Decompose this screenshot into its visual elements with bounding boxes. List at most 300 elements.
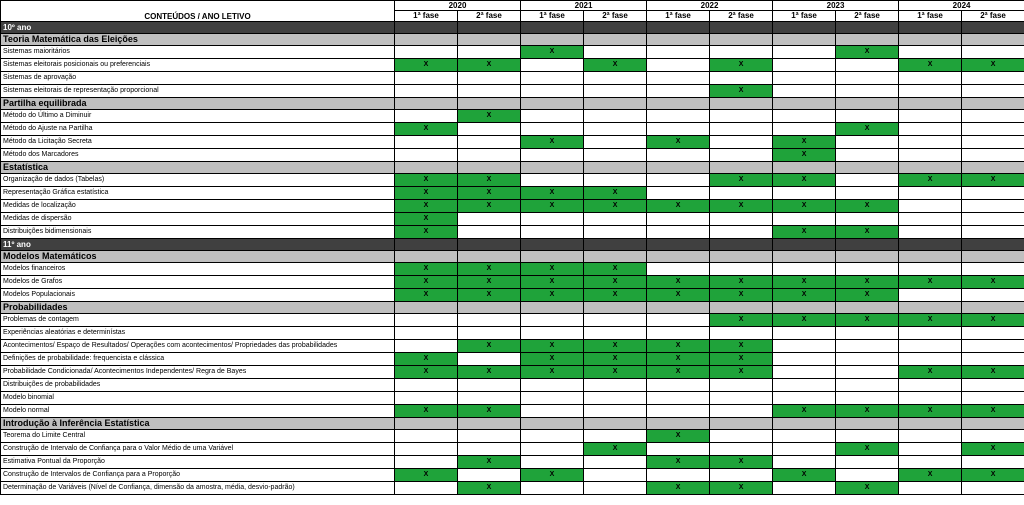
marked-cell: X — [899, 469, 962, 482]
marked-cell: X — [521, 469, 584, 482]
table-row — [1, 72, 1024, 85]
empty-cell — [773, 392, 836, 405]
empty-cell — [521, 59, 584, 72]
marked-cell: X — [773, 289, 836, 302]
marked-cell: X — [710, 85, 773, 98]
content-label: Estimativa Pontual da Proporção — [1, 456, 395, 469]
empty-cell — [962, 136, 1024, 149]
table-row — [1, 289, 1024, 302]
empty-cell — [773, 110, 836, 123]
empty-cell — [710, 46, 773, 59]
empty-cell — [521, 379, 584, 392]
section-filler — [584, 302, 647, 314]
content-label: Teorema do Limite Central — [1, 430, 395, 443]
empty-cell — [962, 149, 1024, 162]
empty-cell — [773, 213, 836, 226]
empty-cell — [773, 72, 836, 85]
school-year-filler — [773, 22, 836, 34]
section-filler — [710, 34, 773, 46]
year-header-2023: 2023 — [773, 1, 899, 11]
empty-cell — [395, 340, 458, 353]
empty-cell — [458, 226, 521, 239]
empty-cell — [710, 123, 773, 136]
section-filler — [899, 302, 962, 314]
section-filler — [773, 251, 836, 263]
empty-cell — [584, 392, 647, 405]
marked-cell: X — [395, 263, 458, 276]
section-filler — [584, 418, 647, 430]
empty-cell — [962, 123, 1024, 136]
marked-cell: X — [458, 456, 521, 469]
empty-cell — [836, 136, 899, 149]
table-header — [1, 1, 1024, 22]
marked-cell: X — [458, 174, 521, 187]
empty-cell — [584, 379, 647, 392]
empty-cell — [395, 443, 458, 456]
section-filler — [584, 34, 647, 46]
empty-cell — [395, 46, 458, 59]
marked-cell: X — [584, 59, 647, 72]
school-year-row — [1, 22, 1024, 34]
empty-cell — [521, 482, 584, 495]
empty-cell — [836, 456, 899, 469]
section-filler — [521, 162, 584, 174]
empty-cell — [647, 469, 710, 482]
empty-cell — [584, 405, 647, 418]
content-label: Definições de probabilidade: frequencista e clássica — [1, 353, 395, 366]
table-row — [1, 443, 1024, 456]
table-row — [1, 430, 1024, 443]
content-label: Modelo binomial — [1, 392, 395, 405]
empty-cell — [647, 405, 710, 418]
section-filler — [710, 418, 773, 430]
phase-header-2023-2: 2ª fase — [836, 11, 899, 22]
school-year-filler — [962, 22, 1024, 34]
marked-cell: X — [458, 263, 521, 276]
empty-cell — [647, 72, 710, 85]
marked-cell: X — [773, 469, 836, 482]
empty-cell — [899, 443, 962, 456]
marked-cell: X — [521, 187, 584, 200]
section-filler — [836, 98, 899, 110]
year-header-row — [1, 1, 1024, 11]
marked-cell: X — [521, 136, 584, 149]
school-year-filler — [773, 239, 836, 251]
marked-cell: X — [710, 59, 773, 72]
marked-cell: X — [458, 366, 521, 379]
table-row — [1, 110, 1024, 123]
phase-header-2024-2: 2ª fase — [962, 11, 1024, 22]
section-title: Teoria Matemática das Eleições — [1, 34, 395, 46]
section-filler — [710, 302, 773, 314]
section-title: Introdução à Inferência Estatística — [1, 418, 395, 430]
empty-cell — [647, 379, 710, 392]
empty-cell — [836, 110, 899, 123]
empty-cell — [647, 187, 710, 200]
school-year-filler — [584, 239, 647, 251]
empty-cell — [710, 263, 773, 276]
empty-cell — [836, 174, 899, 187]
empty-cell — [647, 213, 710, 226]
section-filler — [773, 302, 836, 314]
marked-cell: X — [521, 200, 584, 213]
table-row — [1, 59, 1024, 72]
section-title: Probabilidades — [1, 302, 395, 314]
section-filler — [710, 98, 773, 110]
marked-cell: X — [395, 200, 458, 213]
marked-cell: X — [773, 405, 836, 418]
empty-cell — [584, 469, 647, 482]
marked-cell: X — [836, 123, 899, 136]
empty-cell — [647, 123, 710, 136]
empty-cell — [962, 482, 1024, 495]
section-filler — [395, 34, 458, 46]
table-row — [1, 379, 1024, 392]
section-filler — [899, 251, 962, 263]
empty-cell — [962, 72, 1024, 85]
table-row — [1, 366, 1024, 379]
empty-cell — [962, 46, 1024, 59]
school-year-filler — [395, 22, 458, 34]
section-filler — [458, 98, 521, 110]
empty-cell — [773, 366, 836, 379]
empty-cell — [836, 85, 899, 98]
table-row — [1, 85, 1024, 98]
empty-cell — [962, 200, 1024, 213]
empty-cell — [836, 187, 899, 200]
marked-cell: X — [710, 366, 773, 379]
marked-cell: X — [584, 443, 647, 456]
empty-cell — [395, 456, 458, 469]
marked-cell: X — [647, 289, 710, 302]
school-year-filler — [395, 239, 458, 251]
empty-cell — [521, 72, 584, 85]
marked-cell: X — [647, 200, 710, 213]
school-year-filler — [647, 22, 710, 34]
empty-cell — [584, 213, 647, 226]
section-filler — [395, 98, 458, 110]
marked-cell: X — [899, 366, 962, 379]
content-label: Construção de Intervalos de Confiança para a Proporção — [1, 469, 395, 482]
section-filler — [458, 162, 521, 174]
table-row — [1, 353, 1024, 366]
empty-cell — [584, 430, 647, 443]
marked-cell: X — [395, 469, 458, 482]
empty-cell — [899, 430, 962, 443]
empty-cell — [521, 456, 584, 469]
section-filler — [773, 98, 836, 110]
empty-cell — [395, 149, 458, 162]
marked-cell: X — [458, 482, 521, 495]
empty-cell — [458, 72, 521, 85]
marked-cell: X — [584, 353, 647, 366]
marked-cell: X — [899, 314, 962, 327]
section-filler — [521, 34, 584, 46]
empty-cell — [836, 392, 899, 405]
section-filler — [458, 418, 521, 430]
empty-cell — [710, 469, 773, 482]
table-row — [1, 392, 1024, 405]
table-row — [1, 149, 1024, 162]
phase-header-2021-1: 1ª fase — [521, 11, 584, 22]
section-filler — [962, 302, 1024, 314]
marked-cell: X — [395, 366, 458, 379]
school-year-filler — [962, 239, 1024, 251]
empty-cell — [836, 340, 899, 353]
content-label: Modelos de Grafos — [1, 276, 395, 289]
section-row — [1, 251, 1024, 263]
section-filler — [395, 251, 458, 263]
table-row — [1, 276, 1024, 289]
empty-cell — [710, 379, 773, 392]
empty-cell — [899, 123, 962, 136]
marked-cell: X — [458, 289, 521, 302]
empty-cell — [899, 110, 962, 123]
empty-cell — [773, 379, 836, 392]
empty-cell — [899, 379, 962, 392]
marked-cell: X — [647, 136, 710, 149]
school-year-label: 10º ano — [1, 22, 395, 34]
marked-cell: X — [836, 405, 899, 418]
marked-cell: X — [647, 340, 710, 353]
table-row — [1, 174, 1024, 187]
section-filler — [710, 162, 773, 174]
marked-cell: X — [836, 289, 899, 302]
school-year-filler — [584, 22, 647, 34]
empty-cell — [899, 46, 962, 59]
content-label: Distribuições de probabilidades — [1, 379, 395, 392]
marked-cell: X — [395, 405, 458, 418]
empty-cell — [836, 149, 899, 162]
empty-cell — [836, 430, 899, 443]
marked-cell: X — [773, 226, 836, 239]
empty-cell — [899, 136, 962, 149]
empty-cell — [458, 327, 521, 340]
empty-cell — [584, 136, 647, 149]
empty-cell — [836, 327, 899, 340]
empty-cell — [395, 85, 458, 98]
empty-cell — [773, 456, 836, 469]
section-filler — [836, 418, 899, 430]
empty-cell — [962, 392, 1024, 405]
empty-cell — [773, 123, 836, 136]
empty-cell — [710, 430, 773, 443]
empty-cell — [647, 59, 710, 72]
content-label: Sistemas eleitorais posicionais ou preferenciais — [1, 59, 395, 72]
empty-cell — [395, 110, 458, 123]
marked-cell: X — [710, 353, 773, 366]
empty-cell — [962, 340, 1024, 353]
marked-cell: X — [836, 443, 899, 456]
section-filler — [899, 418, 962, 430]
content-label: Método do Último a Diminuir — [1, 110, 395, 123]
empty-cell — [836, 213, 899, 226]
table-row — [1, 482, 1024, 495]
marked-cell: X — [962, 405, 1024, 418]
empty-cell — [647, 110, 710, 123]
empty-cell — [584, 456, 647, 469]
content-label: Distribuições bidimensionais — [1, 226, 395, 239]
marked-cell: X — [647, 430, 710, 443]
content-label: Experiências aleatórias e determinístas — [1, 327, 395, 340]
year-header-2024: 2024 — [899, 1, 1024, 11]
content-label: Probabilidade Condicionada/ Acontecimentos Independentes/ Regra de Bayes — [1, 366, 395, 379]
empty-cell — [521, 226, 584, 239]
empty-cell — [521, 314, 584, 327]
empty-cell — [899, 187, 962, 200]
marked-cell: X — [647, 276, 710, 289]
empty-cell — [710, 72, 773, 85]
marked-cell: X — [395, 276, 458, 289]
marked-cell: X — [458, 405, 521, 418]
empty-cell — [647, 174, 710, 187]
empty-cell — [836, 59, 899, 72]
section-filler — [521, 418, 584, 430]
empty-cell — [899, 289, 962, 302]
empty-cell — [647, 327, 710, 340]
section-row — [1, 418, 1024, 430]
content-label: Método dos Marcadores — [1, 149, 395, 162]
marked-cell: X — [710, 174, 773, 187]
marked-cell: X — [521, 46, 584, 59]
content-label: Modelos financeiros — [1, 263, 395, 276]
empty-cell — [647, 149, 710, 162]
phase-header-2020-2: 2ª fase — [458, 11, 521, 22]
section-filler — [962, 162, 1024, 174]
marked-cell: X — [836, 314, 899, 327]
empty-cell — [899, 340, 962, 353]
empty-cell — [521, 213, 584, 226]
section-filler — [647, 418, 710, 430]
section-filler — [458, 302, 521, 314]
marked-cell: X — [458, 110, 521, 123]
empty-cell — [521, 430, 584, 443]
marked-cell: X — [836, 200, 899, 213]
empty-cell — [584, 72, 647, 85]
content-label: Método do Ajuste na Partilha — [1, 123, 395, 136]
marked-cell: X — [521, 289, 584, 302]
empty-cell — [962, 379, 1024, 392]
year-header-2022: 2022 — [647, 1, 773, 11]
section-filler — [647, 251, 710, 263]
empty-cell — [773, 46, 836, 59]
empty-cell — [899, 353, 962, 366]
empty-cell — [710, 392, 773, 405]
empty-cell — [395, 482, 458, 495]
marked-cell: X — [647, 353, 710, 366]
empty-cell — [584, 327, 647, 340]
empty-cell — [836, 353, 899, 366]
marked-cell: X — [710, 340, 773, 353]
empty-cell — [899, 263, 962, 276]
section-filler — [647, 162, 710, 174]
table-row — [1, 469, 1024, 482]
empty-cell — [899, 72, 962, 85]
marked-cell: X — [962, 443, 1024, 456]
empty-cell — [773, 340, 836, 353]
marked-cell: X — [521, 276, 584, 289]
marked-cell: X — [521, 263, 584, 276]
school-year-filler — [521, 22, 584, 34]
marked-cell: X — [710, 482, 773, 495]
marked-cell: X — [584, 340, 647, 353]
marked-cell: X — [899, 276, 962, 289]
empty-cell — [710, 405, 773, 418]
section-row — [1, 34, 1024, 46]
marked-cell: X — [836, 276, 899, 289]
empty-cell — [395, 72, 458, 85]
empty-cell — [836, 469, 899, 482]
empty-cell — [773, 443, 836, 456]
table-row — [1, 226, 1024, 239]
section-filler — [962, 418, 1024, 430]
table-row — [1, 136, 1024, 149]
section-filler — [521, 251, 584, 263]
empty-cell — [710, 136, 773, 149]
empty-cell — [584, 123, 647, 136]
content-label: Problemas de contagem — [1, 314, 395, 327]
empty-cell — [899, 392, 962, 405]
section-filler — [773, 418, 836, 430]
marked-cell: X — [458, 340, 521, 353]
table-title: CONTEÚDOS / ANO LETIVO — [1, 1, 395, 22]
empty-cell — [773, 430, 836, 443]
school-year-filler — [899, 239, 962, 251]
year-header-2021: 2021 — [521, 1, 647, 11]
empty-cell — [899, 149, 962, 162]
table-row — [1, 314, 1024, 327]
section-filler — [836, 34, 899, 46]
marked-cell: X — [395, 353, 458, 366]
table-row — [1, 213, 1024, 226]
content-label: Modelo normal — [1, 405, 395, 418]
section-filler — [395, 302, 458, 314]
phase-header-2023-1: 1ª fase — [773, 11, 836, 22]
empty-cell — [710, 110, 773, 123]
section-filler — [962, 98, 1024, 110]
table-row — [1, 187, 1024, 200]
empty-cell — [521, 174, 584, 187]
year-header-2020: 2020 — [395, 1, 521, 11]
marked-cell: X — [773, 174, 836, 187]
table-row — [1, 340, 1024, 353]
empty-cell — [458, 136, 521, 149]
empty-cell — [773, 353, 836, 366]
content-label: Organização de dados (Tabelas) — [1, 174, 395, 187]
empty-cell — [899, 85, 962, 98]
table-row — [1, 46, 1024, 59]
marked-cell: X — [584, 366, 647, 379]
empty-cell — [710, 226, 773, 239]
marked-cell: X — [395, 187, 458, 200]
empty-cell — [458, 353, 521, 366]
marked-cell: X — [773, 276, 836, 289]
phase-header-2022-1: 1ª fase — [647, 11, 710, 22]
school-year-filler — [836, 22, 899, 34]
empty-cell — [521, 123, 584, 136]
empty-cell — [458, 314, 521, 327]
empty-cell — [521, 405, 584, 418]
empty-cell — [458, 149, 521, 162]
empty-cell — [395, 314, 458, 327]
empty-cell — [647, 392, 710, 405]
empty-cell — [962, 187, 1024, 200]
content-label: Sistemas eleitorais de representação proporcional — [1, 85, 395, 98]
marked-cell: X — [710, 200, 773, 213]
marked-cell: X — [395, 213, 458, 226]
marked-cell: X — [773, 200, 836, 213]
marked-cell: X — [710, 276, 773, 289]
